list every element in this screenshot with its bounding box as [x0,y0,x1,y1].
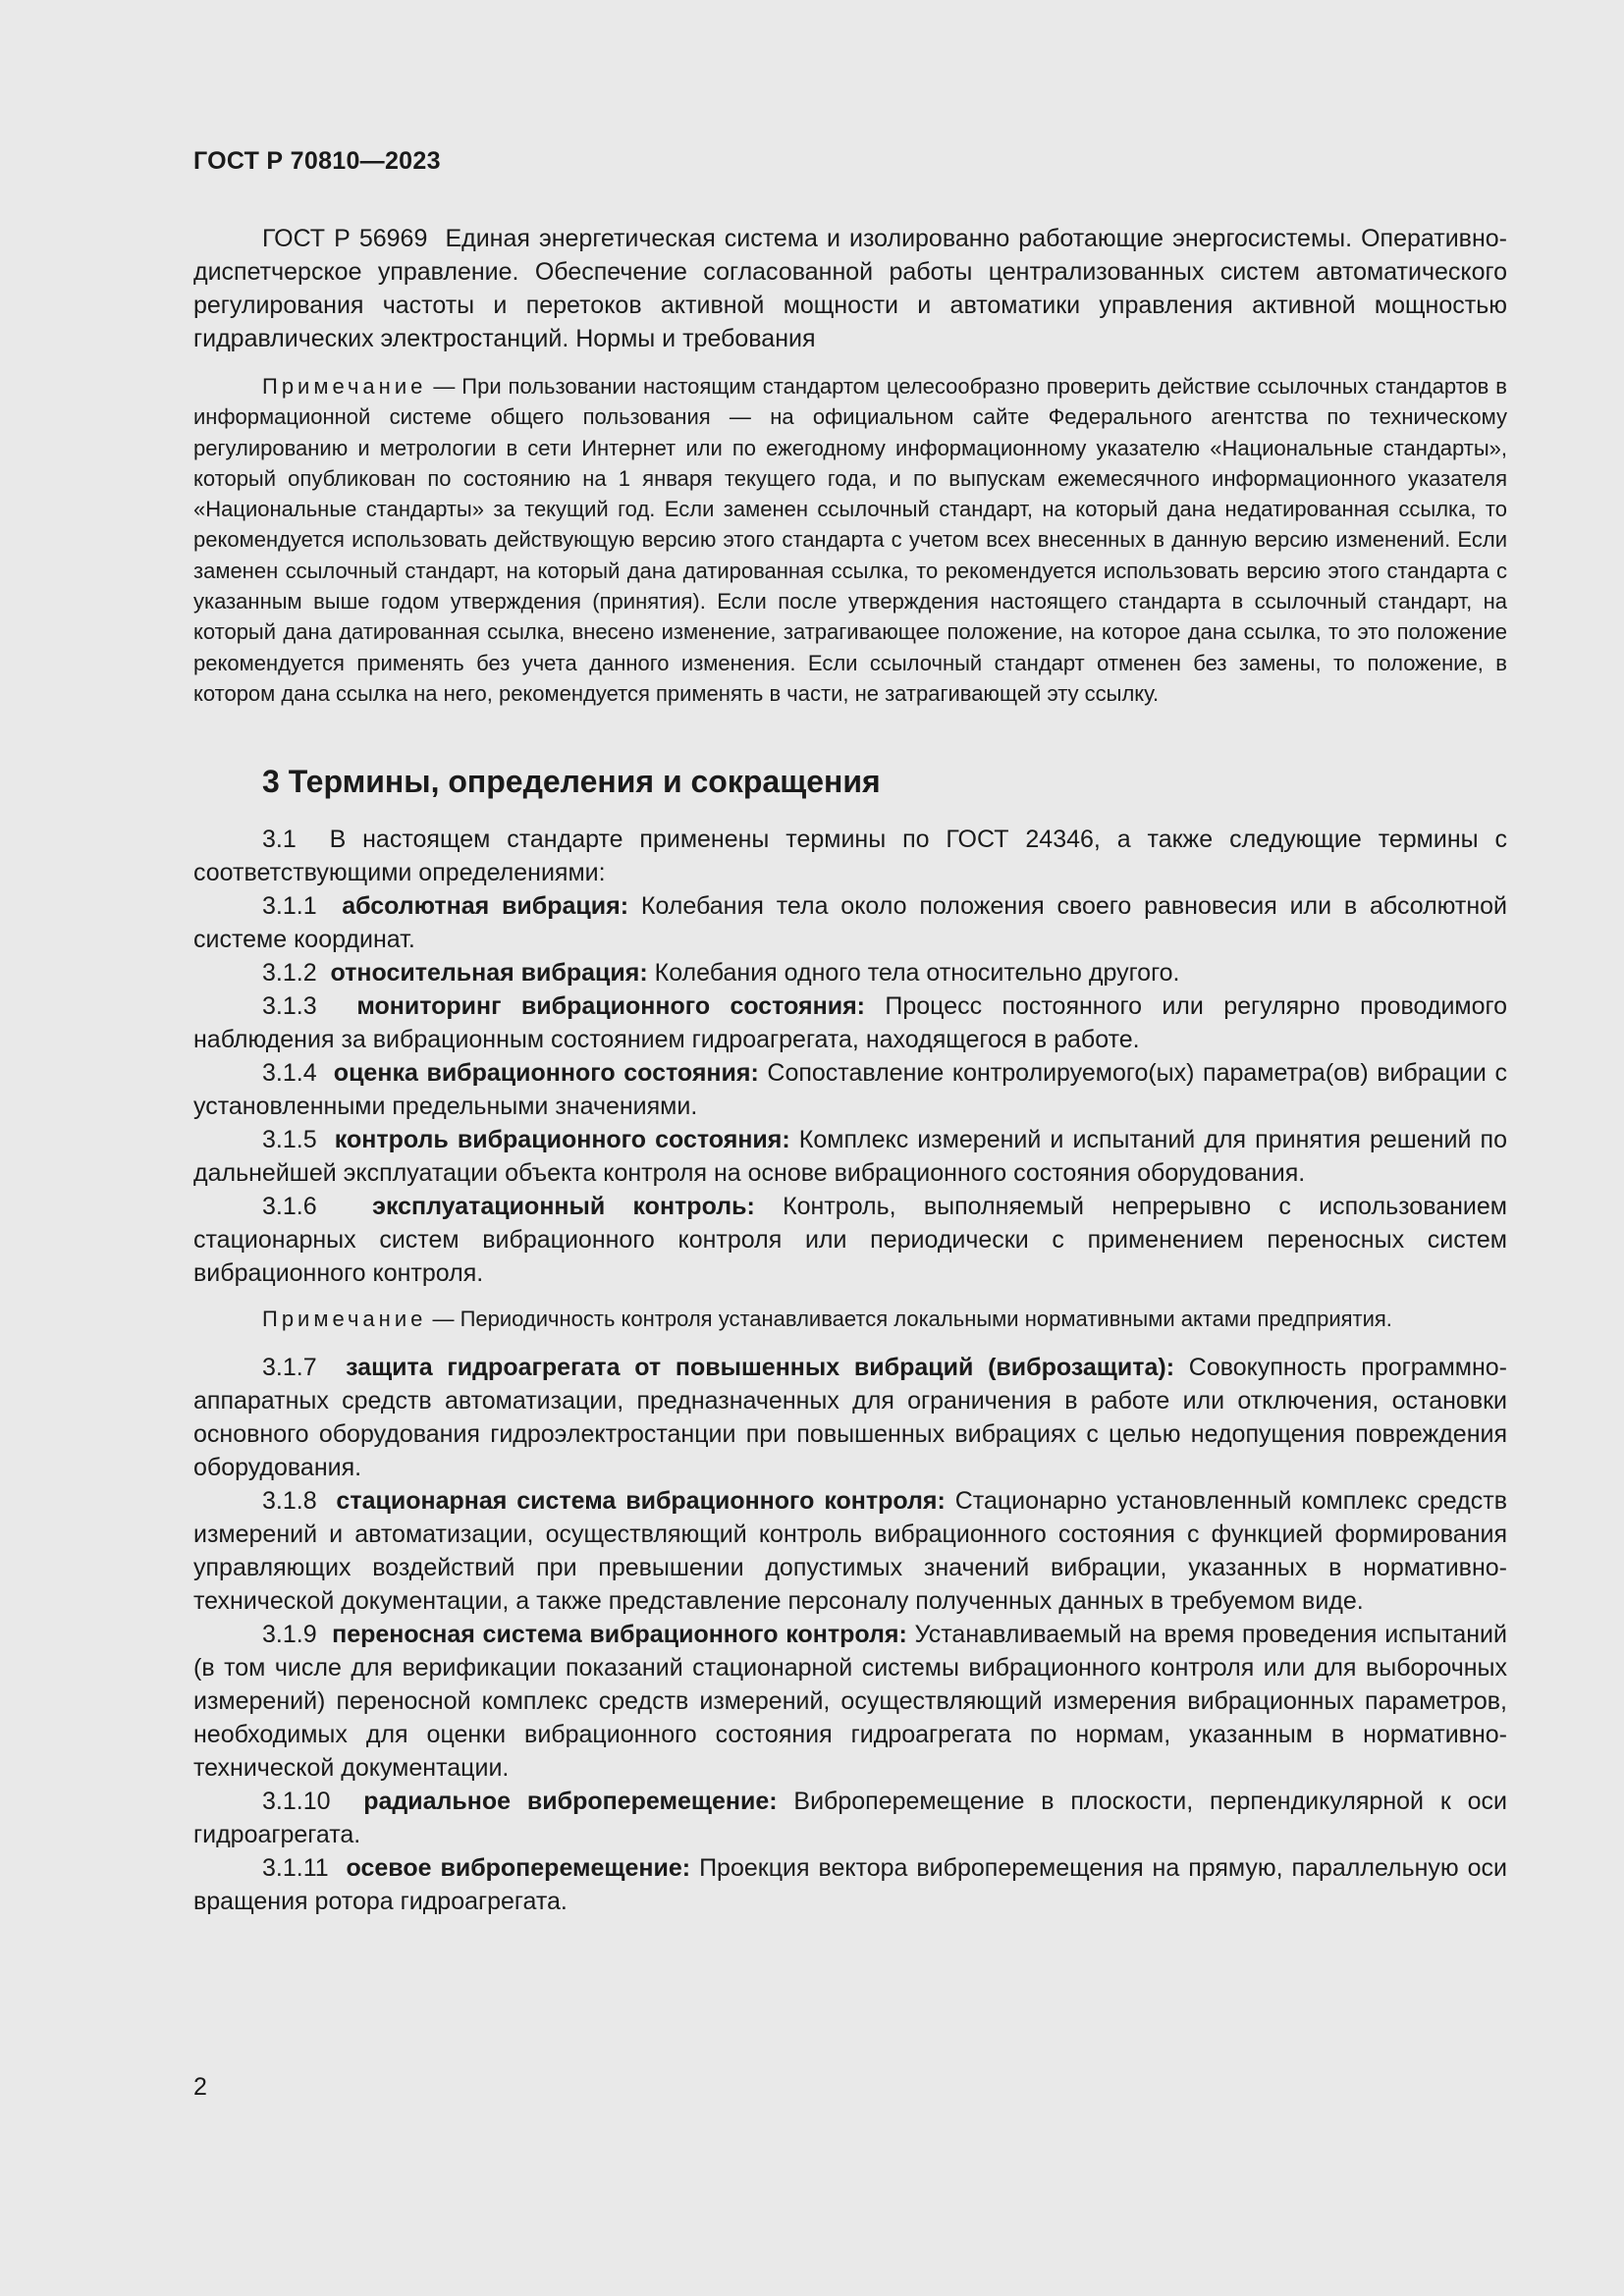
term-definition: Стационарно установленный комплекс средств измерений и автоматизации, осуществляющий контроль вибрационного состояния с функцией формирования управляющих воздействий при превышении допустимых значений вибрации, указанных в нормативно-технической документации, а также представление персоналу полученных данных в требуемом виде. [193,1486,1507,1615]
term-name: относительная вибрация: [330,959,648,988]
term-entry [193,1351,1507,1484]
term-entry [193,956,1507,989]
term-definition: Совокупность программно-аппаратных средств автоматизации, предназначенных для ограничения в работе или отключения, остановки основного оборудования гидроэлектростанции при повышенных вибрациях с целью недопущения повреждения оборудования. [193,1353,1507,1481]
term-number: 3.1.11 [262,1853,329,1882]
term-entry [193,1056,1507,1123]
reference-title: Единая энергетическая система и изолированно работающие энергосистемы. Оперативно-диспетчерское управление. Обеспечение согласованной работы централизованных систем автоматического регулирования частоты и перетоков активной мощности и автоматики управления активной мощностью гидравлических электростанций. Нормы и требования [193,225,1507,352]
reference-code: ГОСТ Р 56969 [262,225,428,252]
note-label: Примечание [262,1307,427,1332]
term-name: абсолютная вибрация: [342,892,629,921]
term-definition: Сопоставление контролируемого(ых) параметра(ов) вибрации с установленными предельными значениями. [193,1059,1507,1121]
term-definition: Проекция вектора виброперемещения на прямую, параллельную оси вращения ротора гидроагрегата. [193,1853,1507,1915]
term-definition: Комплекс измерений и испытаний для принятия решений по дальнейшей эксплуатации объекта контроля на основе вибрационного состояния оборудования. [193,1126,1507,1188]
term-name: стационарная система вибрационного контроля: [336,1486,946,1515]
page-content [193,222,1507,1918]
term-definition: Колебания тела около положения своего равновесия или в абсолютной системе координат. [193,892,1507,954]
section-intro [193,823,1507,889]
term-name: защита гидроагрегата от повышенных вибраций (виброзащита): [346,1353,1175,1381]
term-number: 3.1.5 [262,1126,317,1154]
term-number: 3.1.1 [262,892,317,921]
term-entry [193,989,1507,1056]
term-name: переносная система вибрационного контроля: [332,1620,907,1648]
term-entry [193,1785,1507,1851]
term-name: радиальное виброперемещение: [363,1787,778,1815]
term-number: 3.1.10 [262,1787,331,1815]
term-definition: Процесс постоянного или регулярно проводимого наблюдения за вибрационным состоянием гидроагрегата, находящегося в работе. [193,992,1507,1054]
term-number: 3.1.8 [262,1486,317,1515]
note-periodicity [193,1304,1507,1334]
term-entry [193,1123,1507,1190]
note-text: — Периодичность контроля устанавливается локальными нормативными актами предприятия. [432,1307,1392,1332]
note-references [193,371,1507,709]
term-number: 3.1.6 [262,1193,317,1221]
note-label: Примечание [262,374,427,399]
term-name: эксплуатационный контроль: [372,1193,755,1221]
term-number: 3.1.9 [262,1620,317,1648]
terms-list [193,823,1507,1917]
term-definition: Контроль, выполняемый непрерывно с использованием стационарных систем вибрационного контроля или периодически с применением переносных систем вибрационного контроля. [193,1193,1507,1288]
term-definition: Виброперемещение в плоскости, перпендикулярной к оси гидроагрегата. [193,1787,1507,1848]
term-number: 3.1.4 [262,1059,317,1088]
clause-text: В настоящем стандарте применены термины по ГОСТ 24346, а также следующие термины с соответствующими определениями: [193,826,1507,887]
term-entry [193,1484,1507,1618]
term-number: 3.1.2 [262,959,317,988]
term-entry [193,1190,1507,1290]
term-number: 3.1.7 [262,1353,317,1381]
term-name: контроль вибрационного состояния: [334,1126,790,1154]
term-entry [193,889,1507,956]
term-entry [193,1851,1507,1918]
term-name: мониторинг вибрационного состояния: [356,992,866,1021]
term-name: оценка вибрационного состояния: [333,1059,759,1088]
term-name: осевое виброперемещение: [346,1853,691,1882]
normative-reference [193,222,1507,355]
section-heading: 3 Термины, определения и сокращения [262,764,881,800]
note-text: — При пользовании настоящим стандартом целесообразно проверить действие ссылочных стандартов в информационной системе общего пользования — на официальном сайте Федерального агентства по техническому регулированию и метрологии в сети Интернет или по ежегодному информационному указателю «Национальные стандарты», который опубликован по состоянию на 1 января текущего года, и по выпускам ежемесячного информационного указателя «Национальные стандарты» за текущий год. Если заменен ссылочный стандарт, на который дана недатированная ссылка, то рекомендуется использовать действующую версию этого стандарта с учетом всех внесенных в данную версию изменений. Если заменен ссылочный стандарт, на который дана датированная ссылка, то рекомендуется использовать версию этого стандарта с указанным выше годом утверждения (принятия). Если после утверждения настоящего стандарта в ссылочный стандарт, на который дана датированная ссылка, внесено изменение, затрагивающее положение, на которое дана ссылка, то это положение рекомендуется применять без учета данного изменения. Если ссылочный стандарт отменен без замены, то положение, в котором дана ссылка на него, рекомендуется применять в части, не затрагивающей эту ссылку. [193,374,1507,706]
term-definition: Устанавливаемый на время проведения испытаний (в том числе для верификации показаний стационарной системы вибрационного контроля или для выборочных измерений) переносной комплекс средств измерений, осуществляющий измерения вибрационных параметров, необходимых для оценки вибрационного состояния гидроагрегата по нормам, указанным в нормативно-технической документации. [193,1620,1507,1782]
page-number: 2 [193,2073,207,2101]
term-definition: Колебания одного тела относительно другого. [654,959,1180,988]
clause-number: 3.1 [262,826,297,854]
term-number: 3.1.3 [262,992,317,1021]
term-entry [193,1618,1507,1785]
document-header: ГОСТ Р 70810—2023 [193,147,441,175]
